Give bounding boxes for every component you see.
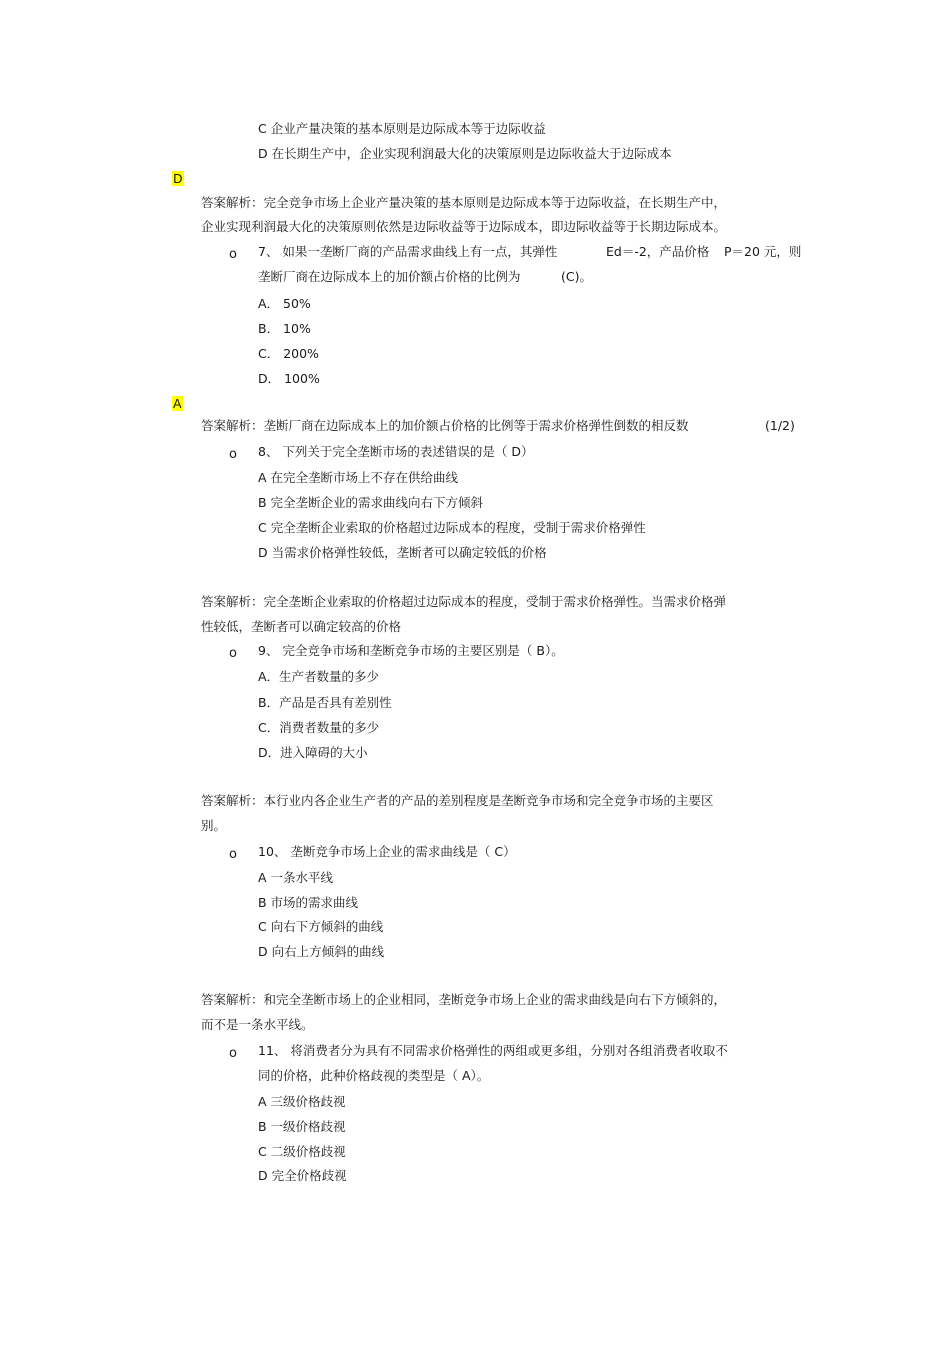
q6-option-c: C 企业产量决策的基本原则是边际成本等于边际收益 xyxy=(258,121,546,136)
q10-explanation-line-1: 答案解析：和完全垄断市场上的企业相同，垄断竞争市场上企业的需求曲线是向右下方倾斜的， xyxy=(201,992,727,1007)
q7-stem-line-1c: P＝20 元，则 xyxy=(724,244,802,259)
q7-option-a: A． 50% xyxy=(258,296,311,311)
q8-stem: 8、 下列关于完全垄断市场的表述错误的是（ D） xyxy=(258,444,534,459)
q9-bullet: o xyxy=(229,646,237,661)
q7-option-b: B． 10% xyxy=(258,321,311,336)
q10-option-a: A 一条水平线 xyxy=(258,870,334,885)
q8-explanation-line-1: 答案解析：完全垄断企业索取的价格超过边际成本的程度，受制于需求价格弹性。当需求价格弹 xyxy=(201,594,727,609)
q9-option-d: D．进入障碍的大小 xyxy=(258,745,368,760)
q10-option-b: B 市场的需求曲线 xyxy=(258,895,359,910)
q7-option-c: C． 200% xyxy=(258,346,319,361)
q6-option-d: D 在长期生产中，企业实现利润最大化的决策原则是边际收益大于边际成本 xyxy=(258,146,672,161)
q10-option-c: C 向右下方倾斜的曲线 xyxy=(258,919,384,934)
q8-explanation-line-2: 性较低，垄断者可以确定较高的价格 xyxy=(201,619,402,634)
q9-option-a: A．生产者数量的多少 xyxy=(258,669,380,684)
q11-stem-line-2: 同的价格，此种价格歧视的类型是（ A）。 xyxy=(258,1068,490,1083)
q8-option-b: B 完全垄断企业的需求曲线向右下方倾斜 xyxy=(258,495,484,510)
q7-answer-mark: A xyxy=(173,396,182,411)
q11-bullet: o xyxy=(229,1046,237,1061)
q9-stem: 9、 完全竞争市场和垄断竞争市场的主要区别是（ B）。 xyxy=(258,643,564,658)
q7-bullet: o xyxy=(229,247,237,262)
q7-option-d: D． 100% xyxy=(258,371,320,386)
q8-option-a: A 在完全垄断市场上不存在供给曲线 xyxy=(258,470,459,485)
q7-explanation-ratio: (1/2) xyxy=(765,418,795,433)
q9-option-b: B．产品是否具有差别性 xyxy=(258,695,392,710)
q8-option-c: C 完全垄断企业索取的价格超过边际成本的程度，受制于需求价格弹性 xyxy=(258,520,646,535)
q11-option-c: C 二级价格歧视 xyxy=(258,1144,346,1159)
q9-explanation-line-2: 别。 xyxy=(201,818,227,833)
q6-explanation-line-1: 答案解析：完全竞争市场上企业产量决策的基本原则是边际成本等于边际收益，在长期生产中， xyxy=(201,195,727,210)
q10-explanation-line-2: 而不是一条水平线。 xyxy=(201,1017,314,1032)
q8-option-d: D 当需求价格弹性较低，垄断者可以确定较低的价格 xyxy=(258,545,547,560)
q11-stem-line-1: 11、 将消费者分为具有不同需求价格弹性的两组或更多组，分别对各组消费者收取不 xyxy=(258,1043,728,1058)
q6-explanation-line-2: 企业实现利润最大化的决策原则依然是边际收益等于边际成本，即边际收益等于长期边际成本。 xyxy=(201,219,727,234)
q10-bullet: o xyxy=(229,847,237,862)
q7-explanation-line-1: 答案解析：垄断厂商在边际成本上的加价额占价格的比例等于需求价格弹性倒数的相反数 xyxy=(201,418,689,433)
q11-option-d: D 完全价格歧视 xyxy=(258,1168,347,1183)
q7-stem-line-1a: 7、 如果一垄断厂商的产品需求曲线上有一点，其弹性 xyxy=(258,244,558,259)
q9-option-c: C．消费者数量的多少 xyxy=(258,720,380,735)
q11-option-b: B 一级价格歧视 xyxy=(258,1119,346,1134)
q10-option-d: D 向右上方倾斜的曲线 xyxy=(258,944,385,959)
q10-stem: 10、 垄断竞争市场上企业的需求曲线是（ C） xyxy=(258,844,516,859)
q7-stem-line-2b: (C)。 xyxy=(561,269,592,284)
q7-stem-line-2a: 垄断厂商在边际成本上的加价额占价格的比例为 xyxy=(258,269,521,284)
q11-option-a: A 三级价格歧视 xyxy=(258,1094,346,1109)
q8-bullet: o xyxy=(229,447,237,462)
q9-explanation-line-1: 答案解析：本行业内各企业生产者的产品的差别程度是垄断竞争市场和完全竞争市场的主要区 xyxy=(201,793,714,808)
q7-stem-line-1b: Ed＝-2，产品价格 xyxy=(606,244,710,259)
q6-answer-mark: D xyxy=(173,171,183,186)
